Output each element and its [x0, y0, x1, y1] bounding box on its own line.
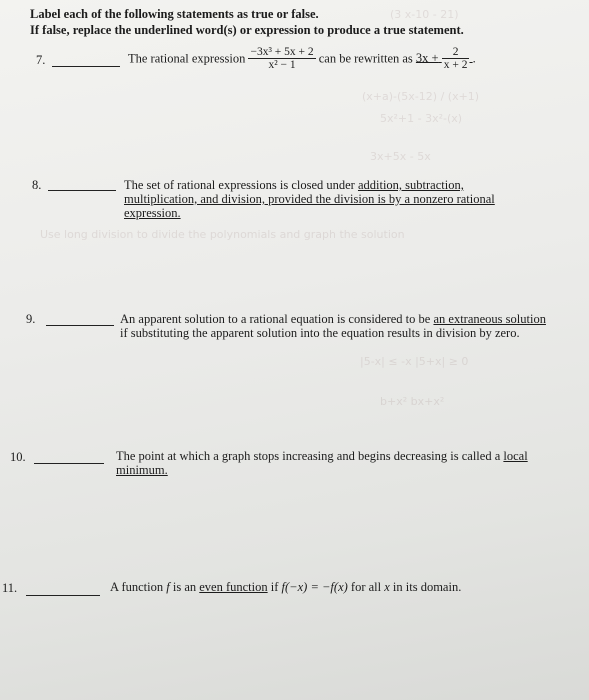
numerator: −3x³ + 5x + 2: [250, 46, 314, 58]
answer-blank[interactable]: [34, 451, 104, 464]
text-before: An apparent solution to a rational equation is considered to be: [120, 312, 431, 326]
bleed-through-marks: Use long division to divide the polynomials and graph the solution: [40, 228, 405, 241]
answer-blank[interactable]: [46, 313, 114, 326]
text-is: is an: [172, 580, 197, 594]
fraction: [442, 46, 470, 71]
rational-expression: [248, 46, 315, 71]
text-before: The set of rational expressions is closed under: [124, 178, 355, 192]
instructions: [30, 6, 464, 38]
fraction-denominator: x + 2: [443, 59, 468, 71]
question-number: 11.: [2, 581, 18, 595]
bleed-through-marks: b+x² bx+x²: [380, 395, 445, 408]
underlined-answer: an extraneous solution: [433, 312, 546, 326]
variable-x: x: [384, 580, 390, 594]
question-text: [116, 449, 561, 477]
text-before: A function: [110, 580, 164, 594]
bleed-through-marks: 3x+5x - 5x: [370, 150, 431, 163]
answer-blank[interactable]: [48, 178, 116, 191]
question-number: 10.: [10, 450, 26, 464]
denominator: x² − 1: [268, 59, 296, 71]
question-text: [124, 178, 534, 220]
text-before: The point at which a graph stops increasing and begins decreasing is called a: [116, 449, 501, 463]
question-number: 8.: [32, 178, 42, 192]
text-before: The rational expression: [128, 51, 246, 66]
term: 3x +: [415, 51, 439, 66]
text-after: if substituting the apparent solution into the equation results in division by zero.: [120, 326, 520, 340]
bleed-through-marks: (x+a)-(5x-12) / (x+1): [362, 90, 480, 103]
bleed-through-marks: 5x²+1 - 3x²-(x): [380, 112, 463, 125]
answer-blank[interactable]: [26, 583, 100, 596]
instructions-line-2: If false, replace the underlined word(s) or expression to produce a true statement.: [30, 23, 464, 37]
bleed-through-marks: |5-x| ≤ -x |5+x| ≥ 0: [360, 355, 469, 368]
question-text: [110, 580, 560, 594]
text-middle: can be rewritten as: [318, 51, 413, 66]
condition: f(−x) = −f(x): [281, 580, 348, 594]
underlined-answer: [415, 46, 473, 71]
function-name: f: [166, 580, 170, 594]
text-end: in its domain.: [392, 580, 462, 594]
instructions-line-1: Label each of the following statements as true or false.: [30, 7, 319, 21]
question-text: [120, 312, 555, 340]
question-number: 7.: [36, 53, 46, 67]
underlined-answer: even function: [199, 580, 268, 594]
period: .: [472, 51, 476, 66]
question-number: 9.: [26, 312, 36, 326]
text-after: for all: [350, 580, 382, 594]
bleed-through-marks: (3 x-10 - 21): [390, 8, 459, 21]
underlined-answer: addition, subtraction, multiplication, and division, provided the division is by a nonzero rational expression.: [124, 178, 495, 220]
question-text: [128, 46, 476, 71]
fraction-numerator: 2: [442, 46, 470, 59]
text-if: if: [270, 580, 279, 594]
underlined-answer: local minimum.: [116, 449, 528, 477]
answer-blank[interactable]: [52, 54, 120, 67]
